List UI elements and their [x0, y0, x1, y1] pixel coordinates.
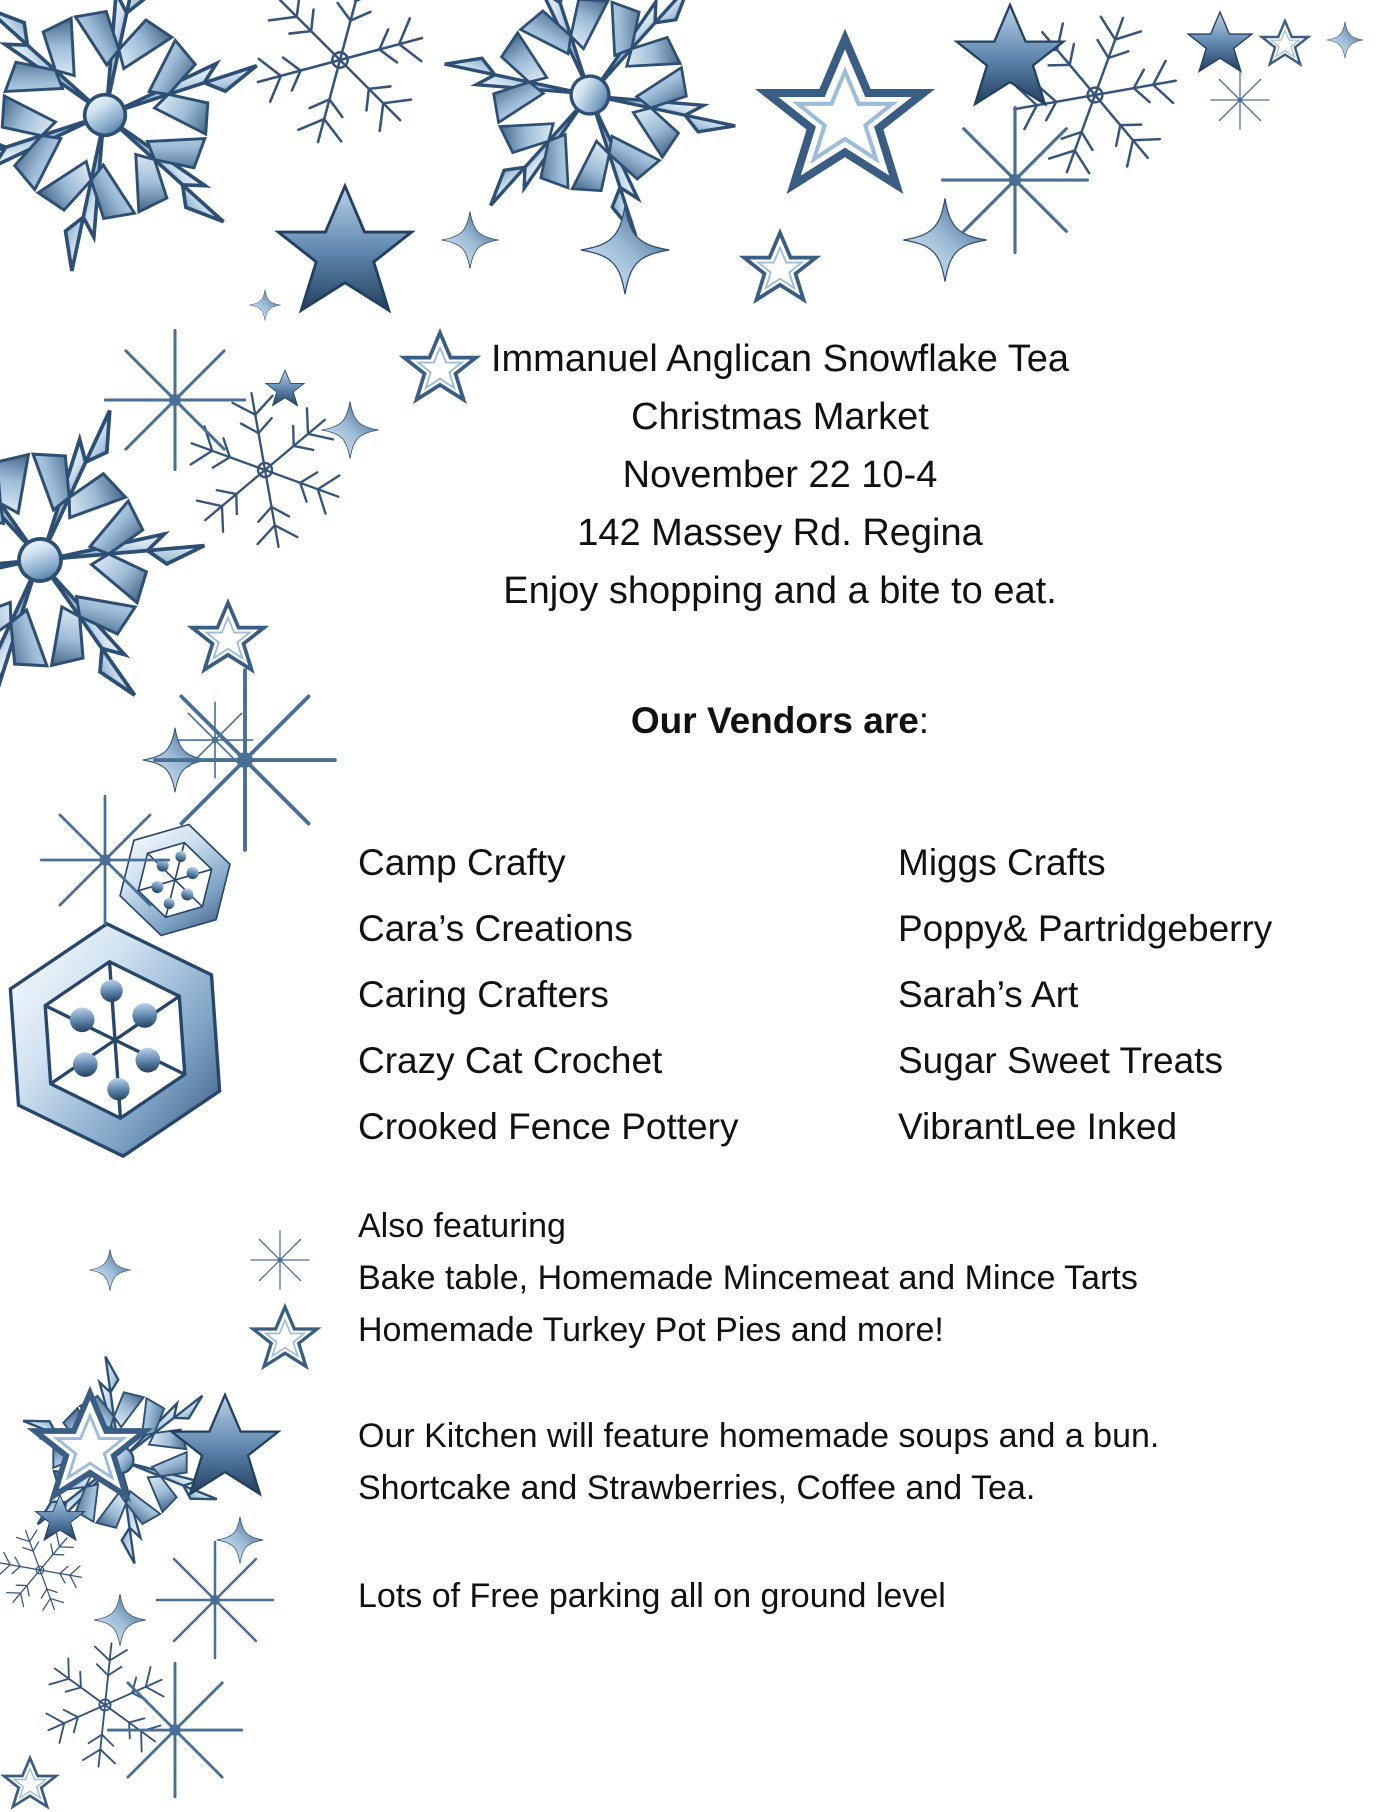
- also-featuring-block: [358, 1200, 1138, 1356]
- list-item: Miggs Crafts: [898, 842, 1106, 883]
- header-line-5: Enjoy shopping and a bite to eat.: [503, 570, 1057, 612]
- header-line-2: Christmas Market: [631, 396, 929, 438]
- vendors-heading-text: Our Vendors are: [630, 700, 919, 741]
- header-line-3: November 22 10-4: [622, 454, 938, 496]
- list-item: Crooked Fence Pottery: [358, 1106, 739, 1147]
- list-item: Caring Crafters: [358, 974, 609, 1015]
- list-item: Cara’s Creations: [358, 908, 633, 949]
- vendors-heading-colon: :: [918, 700, 930, 741]
- header-line-1: Immanuel Anglican Snowflake Tea: [490, 338, 1070, 380]
- header-line-4: 142 Massey Rd. Regina: [577, 512, 983, 554]
- featuring-line-1: Also featuring: [358, 1207, 566, 1245]
- vendor-column-left: [358, 830, 898, 1160]
- list-item: VibrantLee Inked: [898, 1106, 1178, 1147]
- list-item: Crazy Cat Crochet: [358, 1040, 663, 1081]
- list-item: Sarah’s Art: [898, 974, 1079, 1015]
- kitchen-line-2: Shortcake and Strawberries, Coffee and Tea.: [358, 1469, 1036, 1507]
- vendors-heading: [350, 700, 1210, 742]
- parking-block: [358, 1570, 946, 1622]
- kitchen-line-1: Our Kitchen will feature homemade soups and a bun.: [358, 1417, 1160, 1455]
- list-item: Poppy& Partridgeberry: [898, 908, 1273, 949]
- list-item: Camp Crafty: [358, 842, 566, 883]
- parking-line-1: Lots of Free parking all on ground level: [358, 1577, 946, 1615]
- list-item: Sugar Sweet Treats: [898, 1040, 1223, 1081]
- featuring-line-2: Bake table, Homemade Mincemeat and Mince Tarts: [358, 1259, 1138, 1297]
- kitchen-block: [358, 1410, 1159, 1514]
- featuring-line-3: Homemade Turkey Pot Pies and more!: [358, 1311, 944, 1349]
- vendor-column-right: [898, 830, 1358, 1160]
- poster-header: [350, 330, 1210, 620]
- vendor-columns: [358, 830, 1358, 1160]
- snowflake-icon: [6, 813, 237, 1164]
